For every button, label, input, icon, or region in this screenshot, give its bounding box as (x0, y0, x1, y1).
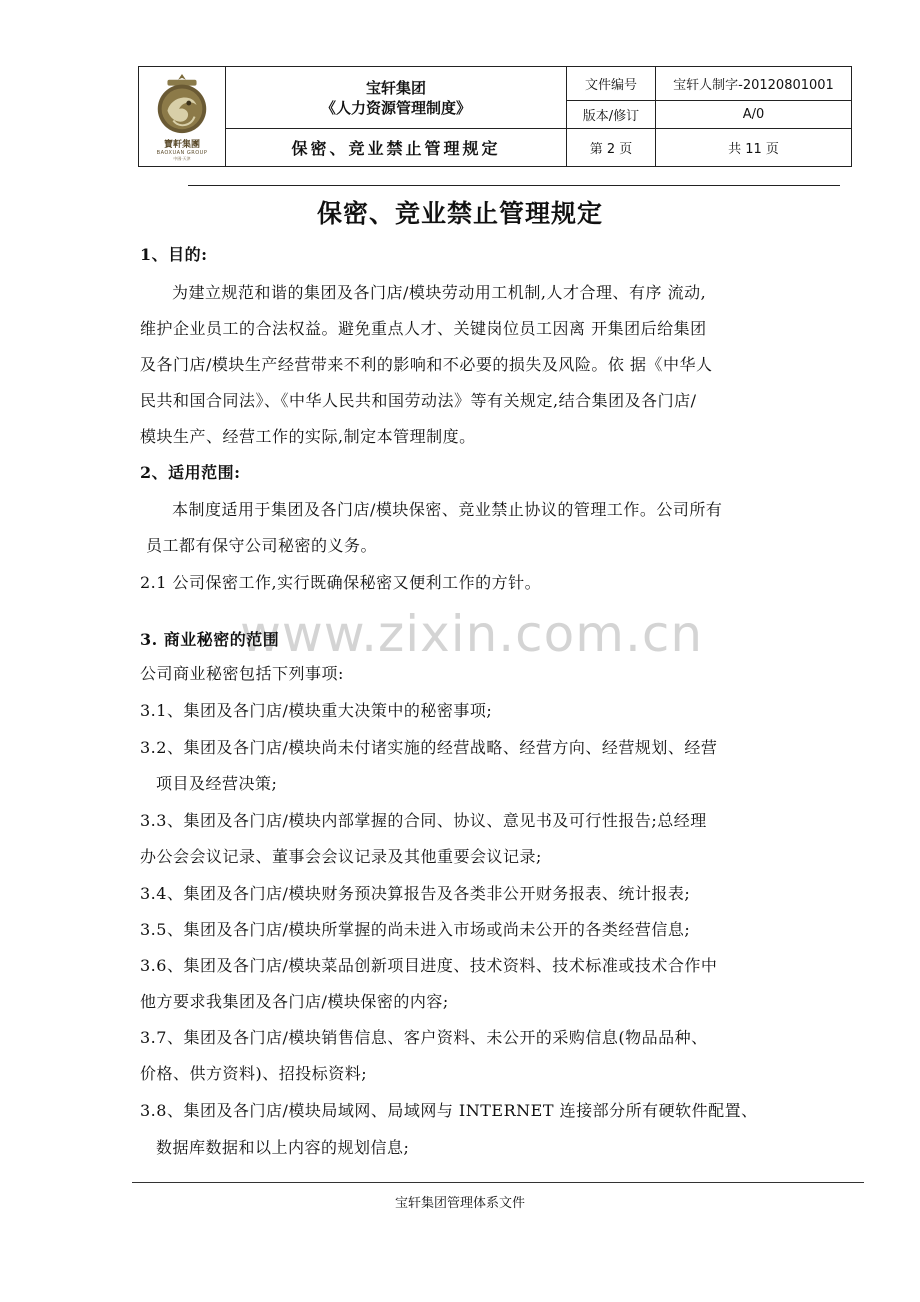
list-item: 3.4、集团及各门店/模块财务预决算报告及各类非公开财务报表、统计报表; (140, 884, 691, 903)
paragraph-line: 民共和国合同法》、《中华人民共和国劳动法》等有关规定,结合集团及各门店/ (140, 391, 697, 410)
heading-trade-secrets: 3. 商业秘密的范围 (140, 630, 280, 649)
list-item-continuation: 办公会会议记录、董事会会议记录及其他重要会议记录; (140, 847, 542, 866)
watermark: www.zixin.com.cn (240, 605, 704, 663)
paragraph-line: 及各门店/模块生产经营带来不利的影响和不必要的损失及风险。依 据《中华人 (140, 355, 713, 374)
list-item: 3.6、集团及各门店/模块菜品创新项目进度、技术资料、技术标准或技术合作中 (140, 956, 718, 975)
company-logo (144, 72, 220, 162)
doc-name: 保密、竞业禁止管理规定 (226, 129, 567, 167)
list-item-continuation: 他方要求我集团及各门店/模块保密的内容; (140, 992, 449, 1011)
group-name: 宝轩集团 (365, 78, 426, 97)
heading-scope: 2、适用范围: (140, 463, 241, 482)
page-title: 保密、竞业禁止管理规定 (316, 199, 603, 228)
list-item-continuation: 项目及经营决策; (156, 774, 278, 793)
version-label: 版本/修订 (567, 101, 656, 129)
list-item: 3.7、集团及各门店/模块销售信息、客户资料、未公开的采购信息(物品品种、 (140, 1028, 708, 1047)
paragraph-line: 为建立规范和谐的集团及各门店/模块劳动用工机制,人才合理、有序 流动, (172, 283, 707, 302)
logo-sub: 中國·天津 (173, 155, 191, 161)
file-no-value: 宝轩人制字-20120801001 (656, 67, 852, 101)
dragon-emblem-icon (153, 72, 211, 136)
document-header-table (138, 66, 852, 167)
list-item: 3.5、集团及各门店/模块所掌握的尚未进入市场或尚未公开的各类经营信息; (140, 920, 691, 939)
paragraph-line: 公司商业秘密包括下列事项: (140, 664, 344, 683)
paragraph-line: 员工都有保守公司秘密的义务。 (146, 536, 378, 555)
list-item: 3.1、集团及各门店/模块重大决策中的秘密事项; (140, 701, 493, 720)
footer-text: 宝轩集团管理体系文件 (394, 1196, 525, 1211)
page-total: 共 11 页 (656, 129, 852, 167)
list-item: 3.2、集团及各门店/模块尚未付诸实施的经营战略、经营方向、经营规划、经营 (140, 738, 718, 757)
paragraph-line: 维护企业员工的合法权益。避免重点人才、关键岗位员工因离 开集团后给集团 (140, 319, 707, 338)
page-number: 第 2 页 (567, 129, 656, 167)
list-item-continuation: 数据库数据和以上内容的规划信息; (156, 1138, 410, 1157)
logo-cell (139, 67, 226, 167)
list-item: 3.3、集团及各门店/模块内部掌握的合同、协议、意见书及可行性报告;总经理 (140, 811, 707, 830)
title-cell (226, 67, 567, 129)
list-item: 3.8、集团及各门店/模块局域网、局域网与 INTERNET 连接部分所有硬软件配置、 (140, 1101, 758, 1120)
logo-name-cn: 寶軒集團 (163, 139, 200, 150)
paragraph-line: 2.1 公司保密工作,实行既确保秘密又便利工作的方针。 (140, 573, 542, 592)
heading-purpose: 1、目的: (140, 245, 208, 264)
file-no-label: 文件编号 (567, 67, 656, 101)
header-rule (188, 185, 840, 186)
system-name: 《人力资源管理制度》 (320, 98, 471, 117)
version-value: A/0 (656, 101, 852, 129)
list-item-continuation: 价格、供方资料)、招投标资料; (140, 1064, 368, 1083)
paragraph-line: 本制度适用于集团及各门店/模块保密、竞业禁止协议的管理工作。公司所有 (172, 500, 723, 519)
logo-name-en: BAOXUAN GROUP (156, 149, 208, 156)
footer-rule (132, 1182, 864, 1183)
paragraph-line: 模块生产、经营工作的实际,制定本管理制度。 (140, 427, 476, 446)
